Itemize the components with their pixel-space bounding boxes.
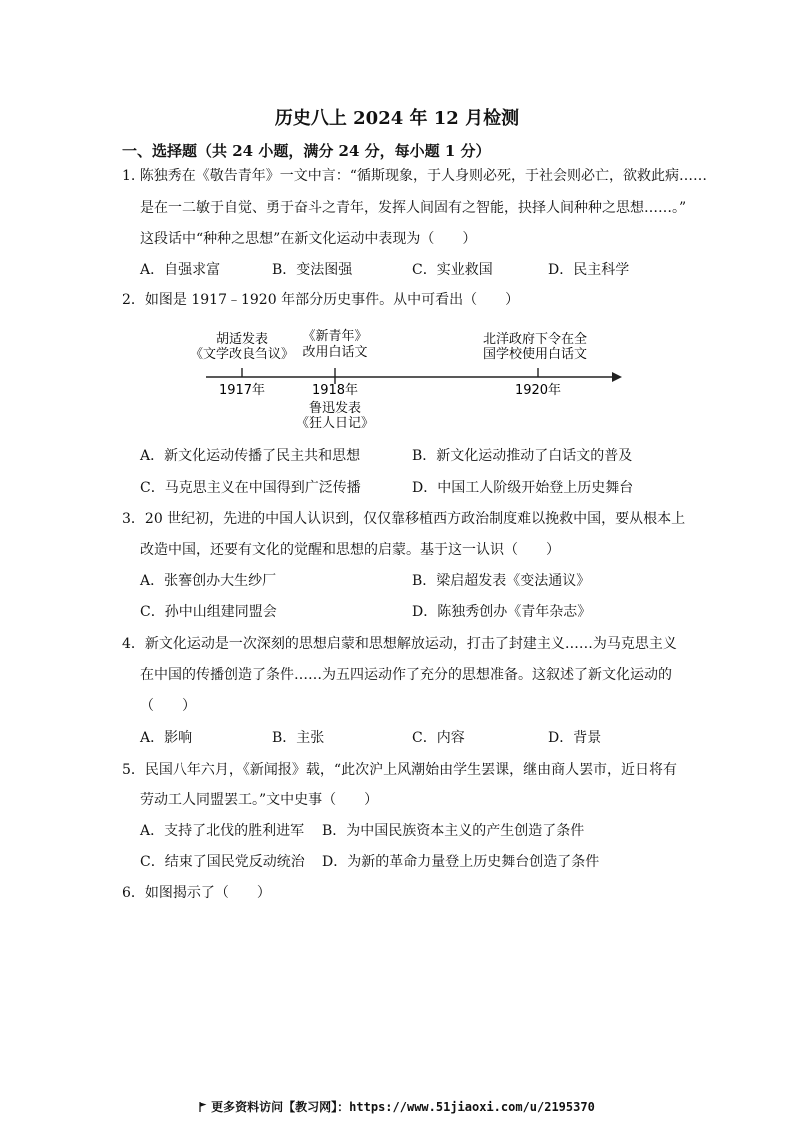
q3-option-d: D．陈独秀创办《青年杂志》 <box>412 604 592 620</box>
q4-option-a: A．影响 <box>140 730 193 746</box>
q4-line-1: 4．新文化运动是一次深刻的思想启蒙和思想解放运动，打击了封建主义……为马克思主义 <box>122 636 677 652</box>
timeline-arrow-icon <box>612 372 622 382</box>
label-1917: 1917年 <box>218 383 266 398</box>
event-1920-line-1: 北洋政府下令在全 <box>482 332 588 347</box>
q5-option-d: D．为新的革命力量登上历史舞台创造了条件 <box>322 854 600 870</box>
q1-option-b: B．变法图强 <box>272 262 353 278</box>
q1-line-1: 1. 陈独秀在《敬告青年》一文中言：“循斯现象，于人身则必死，于社会则必亡，欲救此病…… <box>122 168 707 184</box>
q3-option-c: C．孙中山组建同盟会 <box>140 604 277 620</box>
event-1920-line-2: 国学校使用白话文 <box>482 347 588 362</box>
q5-line-2: 劳动工人同盟罢工。”文中史事（ ） <box>140 792 379 808</box>
q5-option-b: B．为中国民族资本主义的产生创造了条件 <box>322 823 585 839</box>
q1-option-d: D．民主科学 <box>548 262 630 278</box>
q5-line-1: 5．民国八年六月，《新闻报》载，“此次沪上风潮始由学生罢课，继由商人罢市，近日将有 <box>122 762 678 778</box>
q3-line-1: 3．20 世纪初，先进的中国人认识到，仅仅靠移植西方政治制度难以挽救中国，要从根本上 <box>122 511 686 527</box>
q4-line-3: （ ） <box>140 698 196 714</box>
section-heading: 一、选择题（共 24 小题，满分 24 分，每小题 1 分） <box>122 142 491 160</box>
flag-icon <box>199 1102 207 1112</box>
event-1917-line-1: 胡适发表 <box>215 332 269 347</box>
q2-option-b: B．新文化运动推动了白话文的普及 <box>412 448 633 464</box>
q2-option-d: D．中国工人阶级开始登上历史舞台 <box>412 480 634 496</box>
q4-line-2: 在中国的传播创造了条件……为五四运动作了充分的思想准备。这叙述了新文化运动的 <box>140 667 672 683</box>
q3-option-a: A．张謇创办大生纱厂 <box>140 573 277 589</box>
event-1918-below-line-2: 《狂人日记》 <box>295 416 375 431</box>
q1-line-2: 是在一二敏于自觉、勇于奋斗之青年，发挥人间固有之智能，抉择人间种种之思想……。” <box>140 200 687 216</box>
event-1918-line-1: 《新青年》 <box>302 329 368 344</box>
q4-option-d: D．背景 <box>548 730 602 746</box>
q4-option-c: C．内容 <box>412 730 465 746</box>
label-1918: 1918年 <box>311 383 359 398</box>
timeline-figure <box>180 322 630 434</box>
q3-option-b: B．梁启超发表《变法通议》 <box>412 573 591 589</box>
q2-line-1: 2．如图是 1917﹣1920 年部分历史事件。从中可看出（ ） <box>122 292 520 308</box>
q1-option-a: A．自强求富 <box>140 262 221 278</box>
q4-option-b: B．主张 <box>272 730 325 746</box>
footer-link[interactable] <box>0 1098 794 1115</box>
q1-line-3: 这段话中“种种之思想”在新文化运动中表现为（ ） <box>140 231 477 247</box>
label-1920: 1920年 <box>514 383 562 398</box>
q5-option-a: A．支持了北伐的胜利进军 <box>140 823 305 839</box>
event-1917-line-2: 《文学改良刍议》 <box>189 347 295 362</box>
q1-option-c: C．实业救国 <box>412 262 493 278</box>
q2-option-c: C．马克思主义在中国得到广泛传播 <box>140 480 361 496</box>
event-1918-below-line-1: 鲁迅发表 <box>308 401 362 416</box>
page-title: 历史八上 2024 年 12 月检测 <box>274 108 520 129</box>
q6-line-1: 6．如图揭示了（ ） <box>122 885 271 901</box>
event-1918-line-2: 改用白话文 <box>302 345 368 360</box>
q5-option-c: C．结束了国民党反动统治 <box>140 854 305 870</box>
q3-line-2: 改造中国，还要有文化的觉醒和思想的启蒙。基于这一认识（ ） <box>140 542 560 558</box>
footer-text: 更多资料访问【教习网】：https://www.51jiaoxi.com/u/2195370 <box>211 1100 595 1114</box>
q2-option-a: A．新文化运动传播了民主共和思想 <box>140 448 361 464</box>
